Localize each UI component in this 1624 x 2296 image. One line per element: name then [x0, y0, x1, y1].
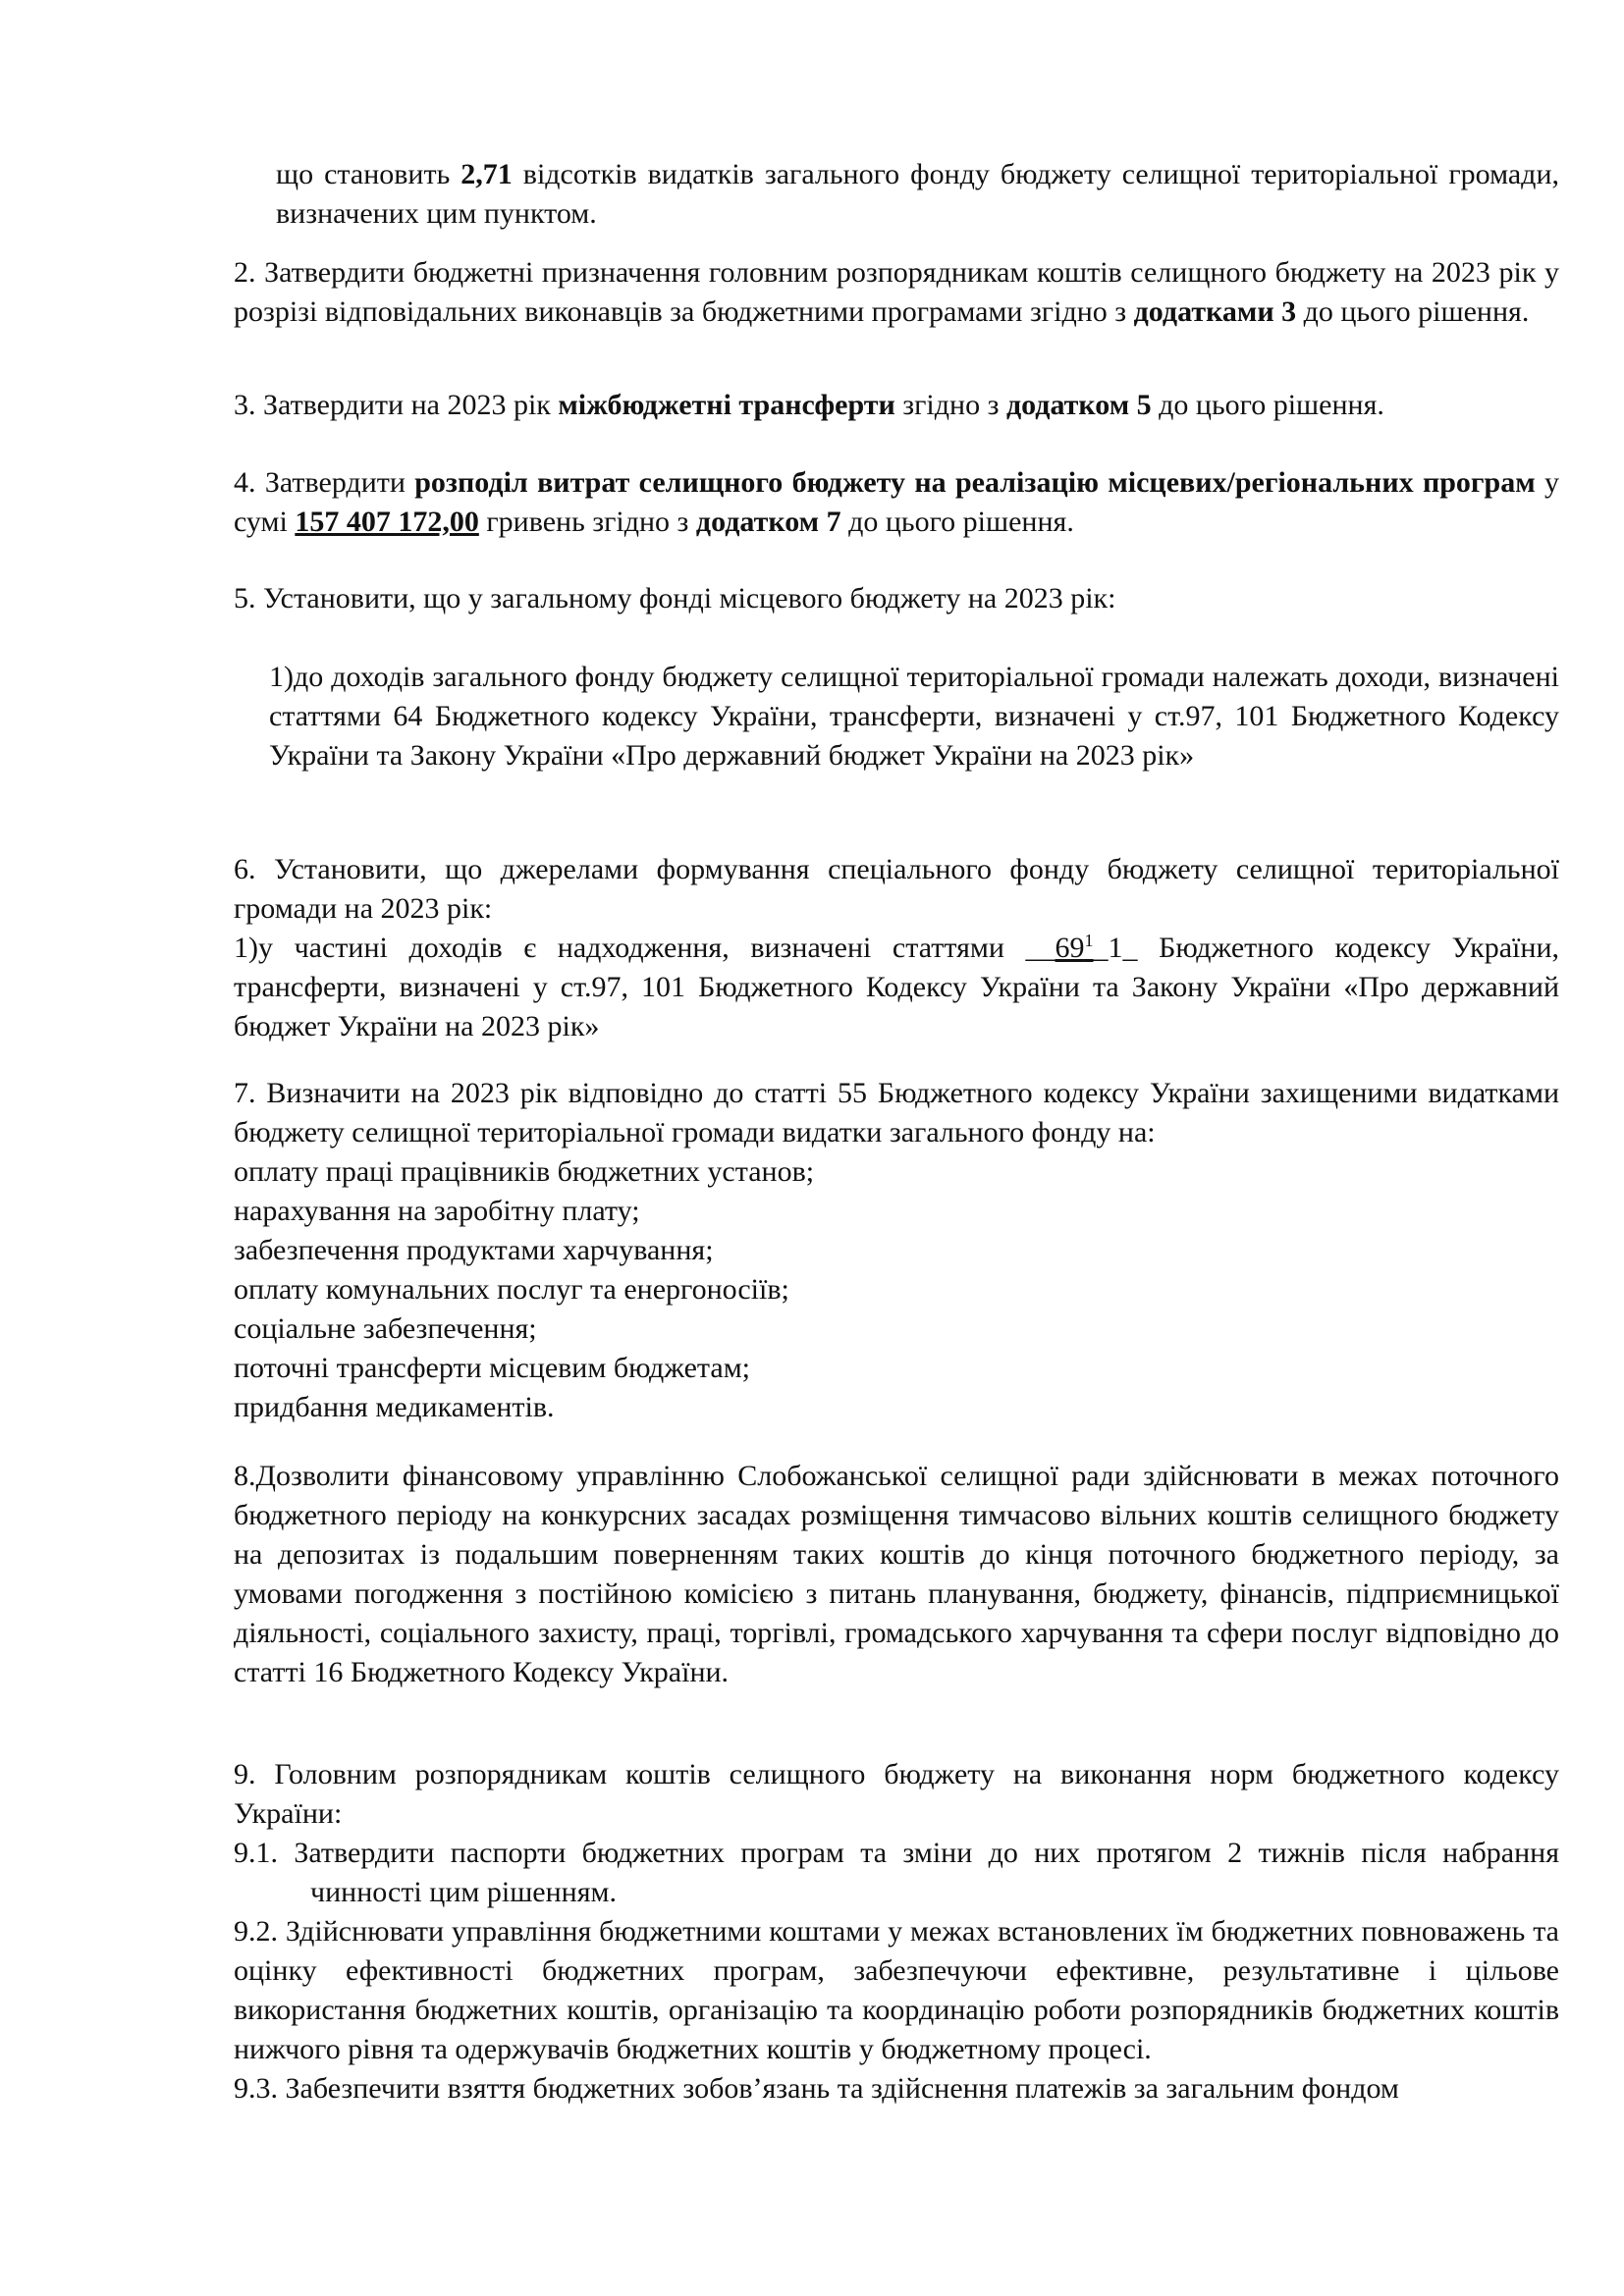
subparagraph-9-3: 9.3. Забезпечити взяття бюджетних зобов’язань та здійснення платежів за загальним фондом — [234, 2072, 1399, 2105]
text: у сумі — [234, 466, 1560, 538]
text: 1)у частині доходів є надходження, визначені статтями __ — [234, 932, 1056, 964]
text: згідно з — [894, 389, 1006, 421]
list-item: забезпечення продуктами харчування; — [234, 1234, 714, 1266]
paragraph-continuation — [276, 155, 1559, 234]
text: до цього рішення. — [1151, 389, 1384, 421]
subparagraph-9-1: 9.1. Затвердити паспорти бюджетних програм та зміни до них протягом 2 тижнів після набрання чинності цим рішенням. — [234, 1837, 1559, 1908]
text: 1)до доходів загального фонду бюджету селищної територіальної громади належать доходи, визначені статтями 64 Бюджетного кодексу України, трансферти, визначені у ст.97, 101 Бюджетного Кодексу України та Закону України «Про державний бюджет України на 2023 рік» — [269, 661, 1559, 772]
article-subnumber: _1_ — [1093, 932, 1138, 964]
text: 3. Затвердити на 2023 рік — [234, 389, 559, 421]
article-superscript: 1 — [1084, 931, 1094, 950]
list-item: соціальне забезпечення; — [234, 1312, 537, 1345]
text: 8.Дозволити фінансовому управлінню Слобожанської селищної ради здійснювати в межах поточного бюджетного періоду на конкурсних засадах розміщення тимчасово вільних коштів селищного бюджету на депозитах із подальшим поверненням таких коштів до кінця поточного бюджетного періоду, за умовами погодження з постійною комісією з питань планування, бюджету, фінансів, підприємницької діяльності, соціального захисту, праці, торгівлі, громадського харчування та сфери послуг відповідно до статті 16 Бюджетного Кодексу України. — [234, 1460, 1559, 1688]
paragraph-7 — [234, 1074, 1559, 1427]
paragraph-2 — [234, 253, 1559, 332]
article-number: $69^1$ — [1055, 931, 1094, 964]
text: 6. Установити, що джерелами формування спеціального фонду бюджету селищної територіальної громади на 2023 рік: — [234, 853, 1559, 925]
paragraph-3 — [234, 386, 1559, 425]
text: відсотків видатків загального фонду бюджету селищної територіальної громади, визначених цим пунктом. — [276, 158, 1559, 230]
text: 2. Затвердити бюджетні призначення головним розпорядникам коштів селищного бюджету на 2023 рік у розрізі відповідальних виконавців за бюджетними програмами згідно з — [234, 256, 1559, 328]
paragraph-9 — [234, 1755, 1559, 2109]
text: до цього рішення. — [1296, 295, 1530, 328]
list-item: оплату комунальних послуг та енергоносіїв; — [234, 1273, 789, 1306]
appendix-ref: додатками 3 — [1133, 295, 1297, 328]
text: 4. Затвердити — [234, 466, 415, 499]
list-item: нарахування на заробітну плату; — [234, 1195, 640, 1227]
paragraph-5-item-1 — [269, 658, 1559, 775]
list-item: придбання медикаментів. — [234, 1391, 555, 1423]
list-item: оплату праці працівників бюджетних установ; — [234, 1155, 815, 1188]
text: що становить — [276, 158, 461, 190]
text: гривень згідно з — [478, 506, 696, 538]
percent-value: 2,71 — [460, 158, 513, 190]
subparagraph-9-2: 9.2. Здійснювати управління бюджетними коштами у межах встановлених їм бюджетних повноважень та оцінку ефективності бюджетних програм, забезпечуючи ефективне, результативне і цільове використання бюджетних коштів, організацію та координацію роботи розпорядників бюджетних коштів нижчого рівня та одержувачів бюджетних коштів у бюджетному процесі. — [234, 1915, 1559, 2065]
amount-value: 157 407 172,00 — [295, 506, 479, 538]
bold-term: міжбюджетні трансферти — [558, 389, 895, 421]
paragraph-4 — [234, 463, 1559, 542]
paragraph-5-intro — [234, 579, 1559, 618]
list-item: поточні трансферти місцевим бюджетам; — [234, 1352, 751, 1384]
paragraph-6 — [234, 850, 1559, 1046]
appendix-ref: додатком 5 — [1005, 389, 1152, 421]
text: до цього рішення. — [840, 506, 1074, 538]
bold-term: розподіл витрат селищного бюджету на реалізацію місцевих/регіональних програм — [414, 466, 1536, 499]
paragraph-8 — [234, 1457, 1559, 1692]
text: 9. Головним розпорядникам коштів селищного бюджету на виконання норм бюджетного кодексу України: — [234, 1758, 1559, 1830]
appendix-ref: додатком 7 — [695, 506, 841, 538]
text: 5. Установити, що у загальному фонді місцевого бюджету на 2023 рік: — [234, 582, 1116, 614]
text: Бюджетного кодексу України, трансферти, визначені у ст.97, 101 Бюджетного Кодексу України та Закону України «Про державний бюджет України на 2023 рік» — [234, 932, 1560, 1042]
text: 7. Визначити на 2023 рік відповідно до статті 55 Бюджетного кодексу України захищеними видатками бюджету селищної територіальної громади видатки загального фонду на: — [234, 1077, 1559, 1148]
